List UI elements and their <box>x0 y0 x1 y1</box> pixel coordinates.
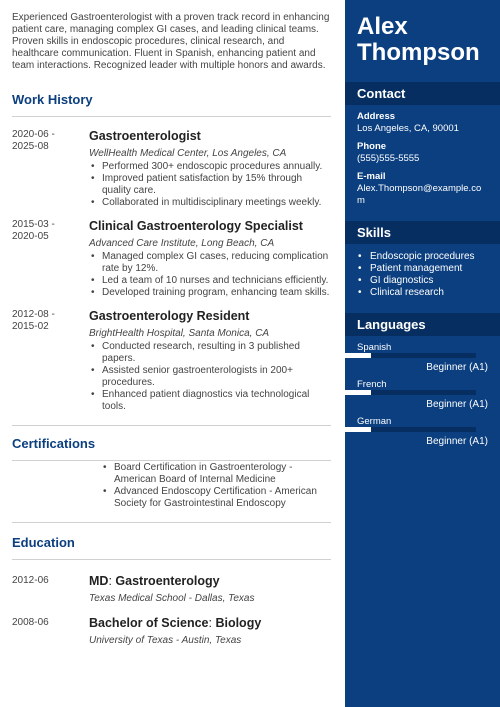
bullet-item: • Collaborated in multidisciplinary meetings weekly. <box>89 197 331 209</box>
candidate-name <box>345 0 500 66</box>
contact-heading: Contact <box>345 82 500 105</box>
certifications-heading: Certifications <box>12 436 96 451</box>
language-item <box>345 379 500 410</box>
education-date: 2008-06 <box>12 617 49 628</box>
work-history-list <box>12 129 331 413</box>
language-level: Beginner (A1) <box>426 399 488 410</box>
work-details <box>89 309 331 413</box>
job-bullets <box>89 161 331 209</box>
section-divider <box>12 522 331 523</box>
job-bullets <box>89 341 331 413</box>
skill-item: • Endoscopic procedures <box>357 251 488 263</box>
employer: BrightHealth Hospital, Santa Monica, CA <box>89 328 270 339</box>
skill-item: • Clinical research <box>357 287 488 299</box>
certification-item: • Board Certification in Gastroenterology - American Board of Internal Medicine <box>101 462 331 486</box>
languages-list <box>345 342 500 447</box>
section-divider <box>12 425 331 426</box>
sidebar <box>345 0 500 707</box>
degree-name: Bachelor of Science <box>89 616 209 630</box>
degree-separator: : <box>108 574 116 588</box>
job-title: Clinical Gastroenterology Specialist <box>89 219 303 233</box>
education-date: 2012-06 <box>12 575 49 586</box>
phone-value[interactable]: (555)555-5555 <box>357 153 420 164</box>
language-item <box>345 416 500 447</box>
degree-separator: : <box>208 616 216 630</box>
bullet-item: • Improved patient satisfaction by 15% through quality care. <box>89 173 331 197</box>
address-label: Address <box>357 111 396 122</box>
work-details <box>89 219 331 299</box>
language-level-bar <box>345 427 476 432</box>
education-details <box>89 574 254 604</box>
work-dates: 2012-08 - 2015-02 <box>12 309 55 332</box>
address-value: Los Angeles, CA, 90001 <box>357 123 459 134</box>
bullet-item: • Managed complex GI cases, reducing complication rate by 12%. <box>89 251 331 275</box>
bullet-item: • Conducted research, resulting in 3 published papers. <box>89 341 331 365</box>
degree-field: Biology <box>215 616 262 630</box>
language-level: Beginner (A1) <box>426 436 488 447</box>
skill-item: • GI diagnostics <box>357 275 488 287</box>
language-name: French <box>357 379 387 390</box>
section-divider <box>12 559 331 560</box>
bullet-item: • Led a team of 10 nurses and technicians efficiently. <box>89 275 331 287</box>
section-divider <box>12 116 331 117</box>
skills-list <box>345 251 500 299</box>
bullet-item: • Performed 300+ endoscopic procedures annually. <box>89 161 331 173</box>
language-level-bar <box>345 390 476 395</box>
bullet-item: • Developed training program, enhancing team skills. <box>89 287 331 299</box>
job-title: Gastroenterology Resident <box>89 309 250 323</box>
skills-heading: Skills <box>345 221 500 244</box>
bullet-item: • Assisted senior gastroenterologists in 200+ procedures. <box>89 365 331 389</box>
work-dates: 2015-03 - 2020-05 <box>12 219 55 242</box>
education-details <box>89 616 261 646</box>
work-history-heading: Work History <box>12 92 93 107</box>
job-bullets <box>89 251 331 299</box>
bullet-item: • Enhanced patient diagnostics via technological tools. <box>89 389 331 413</box>
school-name: University of Texas - Austin, Texas <box>89 635 242 646</box>
degree-name: MD <box>89 574 109 588</box>
phone-label: Phone <box>357 141 387 152</box>
language-level: Beginner (A1) <box>426 362 488 373</box>
work-details <box>89 129 331 209</box>
employer: WellHealth Medical Center, Los Angeles, CA <box>89 148 287 159</box>
work-entry <box>12 129 331 209</box>
skill-item: • Patient management <box>357 263 488 275</box>
school-name: Texas Medical School - Dallas, Texas <box>89 593 255 604</box>
languages-heading: Languages <box>345 313 500 336</box>
language-level-bar <box>345 353 476 358</box>
work-entry <box>12 309 331 413</box>
degree-title <box>89 616 261 631</box>
work-dates: 2020-06 - 2025-08 <box>12 129 55 152</box>
language-name: Spanish <box>357 342 392 353</box>
education-entry <box>12 616 331 646</box>
email-value[interactable]: Alex.Thompson@example.com <box>357 183 482 206</box>
first-name: Alex <box>357 13 408 40</box>
certifications-list <box>101 462 331 510</box>
job-title: Gastroenterologist <box>89 129 201 143</box>
language-level-fill <box>345 427 371 432</box>
professional-summary: Experienced Gastroenterologist with a proven track record in enhancing patient care, managing complex GI cases, and leading clinical teams. Proven skills in endoscopic procedures, clinical research, and healthcare communication. Fluent in Spanish, enhancing patient and team interactions. Recognized leader with multiple honors and awards. <box>12 12 330 71</box>
language-level-fill <box>345 353 371 358</box>
work-entry <box>12 219 331 299</box>
education-entry <box>12 574 331 604</box>
certification-item: • Advanced Endoscopy Certification - American Society for Gastrointestinal Endoscopy <box>101 486 331 510</box>
last-name: Thompson <box>357 39 480 66</box>
language-level-fill <box>345 390 371 395</box>
degree-field: Gastroenterology <box>115 574 220 588</box>
section-divider <box>12 460 331 461</box>
education-heading: Education <box>12 535 75 550</box>
email-label: E-mail <box>357 171 386 182</box>
education-list <box>12 574 331 646</box>
employer: Advanced Care Institute, Long Beach, CA <box>89 238 275 249</box>
language-name: German <box>357 416 392 427</box>
degree-title <box>89 574 254 589</box>
language-item <box>345 342 500 373</box>
